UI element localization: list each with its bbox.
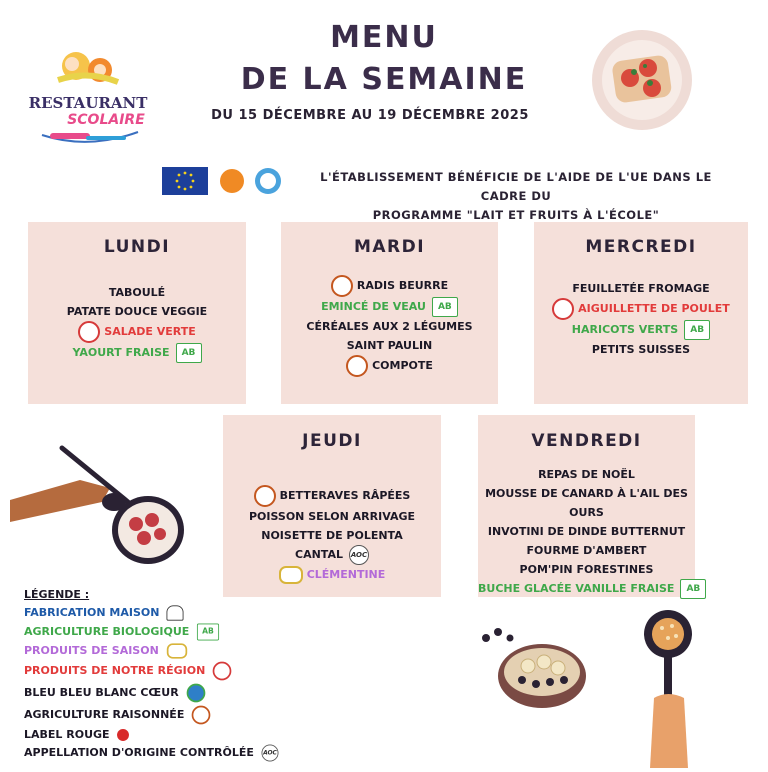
page-title-line1: MENU [330, 20, 438, 55]
toast-plate-icon [590, 28, 694, 132]
menu-item [281, 336, 498, 355]
eu-logos [162, 165, 292, 197]
day-card-jeudi [223, 415, 441, 597]
day-items [223, 485, 441, 584]
menu-item [478, 503, 695, 522]
legend-item [24, 726, 280, 744]
agriculture-raisonnee-icon [331, 275, 353, 297]
day-items [28, 283, 246, 363]
menu-item [478, 465, 695, 484]
menu-item [478, 579, 701, 599]
day-title: JEUDI [302, 431, 362, 451]
produit-saison-icon [279, 566, 303, 584]
day-items [534, 279, 748, 359]
menu-item [223, 507, 441, 526]
legend-item-text: LABEL ROUGE [24, 727, 110, 741]
legend-item [24, 743, 280, 763]
menu-item-text: HARICOTS VERTS [571, 323, 679, 336]
produit-saison-icon [167, 643, 187, 658]
logo-text-restaurant: RESTAURANT [28, 94, 148, 112]
menu-item [478, 484, 695, 503]
legend-item-text: PRODUITS DE NOTRE RÉGION [24, 663, 206, 677]
day-title: LUNDI [103, 237, 171, 257]
menu-item [223, 526, 441, 545]
menu-item-text: COMPOTE [372, 359, 433, 372]
menu-item-text: BUCHE GLACÉE VANILLE FRAISE [478, 582, 675, 595]
fork-hand-icon [628, 606, 708, 768]
menu-item [28, 321, 246, 343]
legend-item [24, 682, 280, 704]
menu-item-text: INVOTINI DE DINDE BUTTERNUT [487, 525, 686, 538]
menu-item-text: FEUILLETÉE FROMAGE [572, 282, 710, 295]
day-card-mardi [281, 222, 498, 404]
menu-item-text: NOISETTE DE POLENTA [261, 529, 403, 542]
page-title-line2: DE LA SEMAINE [240, 62, 528, 97]
legend-item [24, 704, 280, 726]
restaurant-scolaire-logo [28, 40, 148, 150]
legend-item-text: BLEU BLEU BLANC CŒUR [24, 685, 179, 699]
menu-item-text: TABOULÉ [108, 286, 166, 299]
logo-text-scolaire: SCOLAIRE [67, 112, 145, 128]
blueberry-bowl-icon [476, 620, 586, 710]
menu-item [281, 317, 498, 336]
menu-item-text: YAOURT FRAISE [72, 346, 170, 359]
spoon-bowl-icon [10, 440, 190, 570]
menu-item-text: CÉRÉALES AUX 2 LÉGUMES [306, 320, 473, 333]
aoc-icon: AOC [261, 745, 278, 762]
menu-item [478, 541, 695, 560]
menu-item-text: POM'PIN FORESTINES [519, 563, 654, 576]
legend-item-text: AGRICULTURE BIOLOGIQUE [24, 624, 190, 638]
menu-item-text: CANTAL [295, 548, 343, 561]
menu-item [534, 320, 748, 340]
menu-item [223, 545, 441, 565]
legend-item [24, 604, 280, 622]
spoon-illustration [10, 440, 190, 570]
day-card-mercredi [534, 222, 748, 404]
menu-item-text: CLÉMENTINE [306, 568, 386, 581]
legend-item [24, 642, 280, 660]
menu-item [534, 340, 748, 359]
bowl-illustration [476, 620, 586, 710]
date-range: DU 15 DÉCEMBRE AU 19 DÉCEMBRE 2025 [211, 108, 529, 123]
menu-item [28, 343, 246, 363]
menu-item [281, 297, 498, 317]
agriculture-raisonnee-icon [192, 705, 211, 724]
menu-item-text: EMINCÉ DE VEAU [321, 300, 426, 313]
fork-illustration [628, 606, 708, 768]
day-title: MARDI [353, 237, 426, 257]
menu-item [534, 298, 748, 320]
menu-item-text: SAINT PAULIN [346, 339, 433, 352]
eu-notice-line1: L'ÉTABLISSEMENT BÉNÉFICIE DE L'AIDE DE L'UE DANS LE CADRE DU [320, 170, 712, 203]
legend [24, 586, 280, 763]
menu-item [223, 565, 441, 584]
menu-item [28, 302, 246, 321]
agriculture-biologique-icon: AB [684, 320, 710, 340]
day-title: MERCREDI [585, 237, 697, 257]
day-title: VENDREDI [531, 431, 642, 451]
menu-item-text: FOURME D'AMBERT [526, 544, 647, 557]
plate-illustration [590, 28, 694, 132]
eu-notice-line2: PROGRAMME "LAIT ET FRUITS À L'ÉCOLE" [372, 208, 660, 222]
eu-flag-icon [162, 165, 292, 197]
menu-item [534, 279, 748, 298]
menu-item-text: SALADE VERTE [104, 325, 196, 338]
menu-item [223, 485, 441, 507]
menu-item-text: OURS [569, 506, 604, 519]
legend-item-text: AGRICULTURE RAISONNÉE [24, 707, 185, 721]
legend-title: LÉGENDE : [24, 588, 90, 601]
menu-item-text: REPAS DE NOËL [538, 468, 635, 481]
agriculture-biologique-icon: AB [432, 297, 458, 317]
produit-region-icon [552, 298, 574, 320]
legend-item-text: FABRICATION MAISON [24, 605, 160, 619]
menu-item [28, 283, 246, 302]
legend-item [24, 660, 280, 682]
day-card-lundi [28, 222, 246, 404]
agriculture-biologique-icon: AB [197, 623, 219, 640]
agriculture-raisonnee-icon [346, 355, 368, 377]
agriculture-biologique-icon: AB [680, 579, 706, 599]
menu-item-text: MOUSSE DE CANARD À L'AIL DES [485, 487, 688, 500]
chef-hat-icon [167, 605, 184, 620]
menu-item [478, 522, 695, 541]
menu-item-text: AIGUILLETTE DE POULET [578, 302, 730, 315]
day-items [478, 465, 701, 599]
menu-item [478, 560, 695, 579]
agriculture-biologique-icon: AB [176, 343, 202, 363]
label-rouge-icon [117, 729, 129, 741]
produit-region-icon [213, 661, 232, 680]
legend-item-text: APPELLATION D'ORIGINE CONTRÔLÉE [24, 746, 254, 760]
bleu-blanc-coeur-icon [186, 683, 205, 702]
menu-item [281, 275, 498, 297]
legend-item-text: PRODUITS DE SAISON [24, 643, 159, 657]
menu-item-text: POISSON SELON ARRIVAGE [248, 510, 416, 523]
eu-notice [296, 168, 736, 225]
day-card-vendredi [478, 415, 701, 597]
agriculture-raisonnee-icon [254, 485, 276, 507]
menu-item-text: BETTERAVES RÂPÉES [279, 489, 411, 502]
aoc-icon: AOC [349, 545, 369, 565]
legend-item [24, 622, 280, 642]
day-items [281, 275, 498, 377]
menu-item-text: RADIS BEURRE [356, 279, 449, 292]
menu-item [281, 355, 498, 377]
legend-rows [24, 604, 280, 764]
menu-item-text: PETITS SUISSES [591, 343, 691, 356]
menu-item-text: PATATE DOUCE VEGGIE [66, 305, 208, 318]
produit-region-icon [78, 321, 100, 343]
